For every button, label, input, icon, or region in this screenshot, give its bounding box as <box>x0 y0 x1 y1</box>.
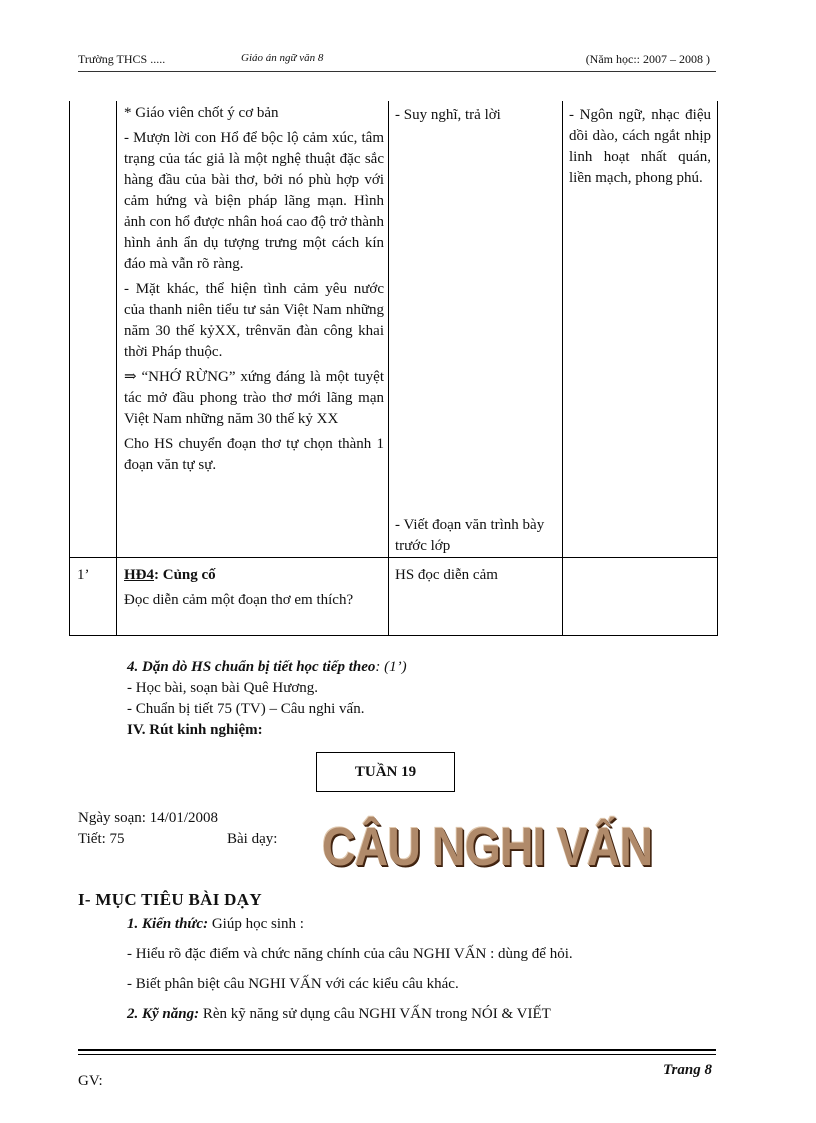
experience-heading: IV. Rút kinh nghiệm: <box>127 722 263 738</box>
knowledge-line: 1. Kiến thức: Giúp học sinh : <box>127 916 304 932</box>
activity-code: HĐ4 <box>124 567 154 583</box>
note-cell <box>563 558 718 636</box>
time-cell <box>70 101 117 558</box>
school-name: Trường THCS ..... <box>78 52 166 66</box>
date-value: 14/01/2008 <box>149 810 218 826</box>
lesson-activity-table <box>69 101 718 636</box>
teacher-activity-cell <box>117 101 389 558</box>
teacher-item: * Giáo viên chốt ý cơ bản <box>124 105 279 121</box>
header-rule <box>78 71 716 72</box>
lesson-title: CÂU NGHI VẤN <box>322 817 653 877</box>
homework-item: - Học bài, soạn bài Quê Hương. <box>127 680 319 696</box>
subject-name: Giáo án ngữ văn 8 <box>241 52 324 64</box>
week-box: TUẦN 19 <box>316 752 455 792</box>
page-number: Trang 8 <box>662 1062 712 1078</box>
teacher-item: Cho HS chuyển đoạn thơ tự chọn thành 1 đoạn văn tự sự. <box>124 436 384 473</box>
footer-rule <box>78 1054 716 1055</box>
note-text: - Ngôn ngữ, nhạc điệu dồi dào, cách ngắt nhịp linh hoạt nhất quán, liền mạch, phong phú. <box>569 107 711 186</box>
teacher-item: - Mặt khác, thể hiện tình cảm yêu nước của thanh niên tiểu tư sản Việt Nam những năm 30 thế kỷXX, trênvăn đàn công khai thời Pháp thuộc. <box>124 281 384 360</box>
activity-heading <box>124 565 384 586</box>
page-header <box>78 50 716 70</box>
skill-line: 2. Kỹ năng: Rèn kỹ năng sử dụng câu NGHI VẤN trong NÓI & VIẾT <box>127 1006 551 1022</box>
footer-rule <box>78 1049 716 1051</box>
teacher-label: GV: <box>78 1073 103 1089</box>
homework-item: - Chuẩn bị tiết 75 (TV) – Câu nghi vấn. <box>127 701 365 717</box>
homework-section <box>127 657 407 741</box>
activity-title: : Củng cố <box>154 567 216 583</box>
student-activity-cell: HS đọc diễn cảm <box>389 558 563 636</box>
section-title: I- MỤC TIÊU BÀI DẠY <box>78 890 262 909</box>
homework-heading: 4. Dặn dò HS chuẩn bị tiết học tiếp theo: (1’) <box>127 659 407 675</box>
date-line <box>78 808 218 828</box>
knowledge-item: - Biết phân biệt câu NGHI VẤN với các kiểu câu khác. <box>127 976 459 992</box>
student-activity-cell <box>389 101 563 558</box>
lesson-label: Bài dạy: <box>227 831 278 847</box>
teacher-item: - Mượn lời con Hổ để bộc lộ cảm xúc, tâm trạng của tác giả là một nghệ thuật đặc sắc hàng đầu của bài thơ, bởi nó phù hợp với cảm hứng và biện pháp lãng mạn. Hình ảnh con hổ được nhân hoá cao độ trở thành hình ảnh ẩn dụ tượng trưng một cách kín đáo mà vẫn rõ ràng. <box>124 130 384 272</box>
teacher-activity-cell <box>117 558 389 636</box>
time-cell: 1’ <box>70 558 117 636</box>
table-row <box>70 101 718 558</box>
objectives-section <box>127 914 573 1034</box>
student-item: - Suy nghĩ, trả lời <box>395 107 501 123</box>
knowledge-item: - Hiểu rõ đặc điểm và chức năng chính của câu NGHI VẤN : dùng để hỏi. <box>127 946 573 962</box>
date-label: Ngày soạn: <box>78 810 146 826</box>
note-cell <box>563 101 718 558</box>
school-year: (Năm học:: 2007 – 2008 ) <box>585 52 710 66</box>
period-label: Tiết: 75 <box>78 831 125 847</box>
table-row <box>70 558 718 636</box>
teacher-item: ⇒ “NHỚ RỪNG” xứng đáng là một tuyệt tác mở đầu phong trào thơ mới lãng mạn Việt Nam những năm 30 thế kỷ XX <box>124 369 384 427</box>
activity-text: Đọc diễn cảm một đoạn thơ em thích? <box>124 592 354 608</box>
student-item: - Viết đoạn văn trình bày trước lớp <box>395 517 545 554</box>
